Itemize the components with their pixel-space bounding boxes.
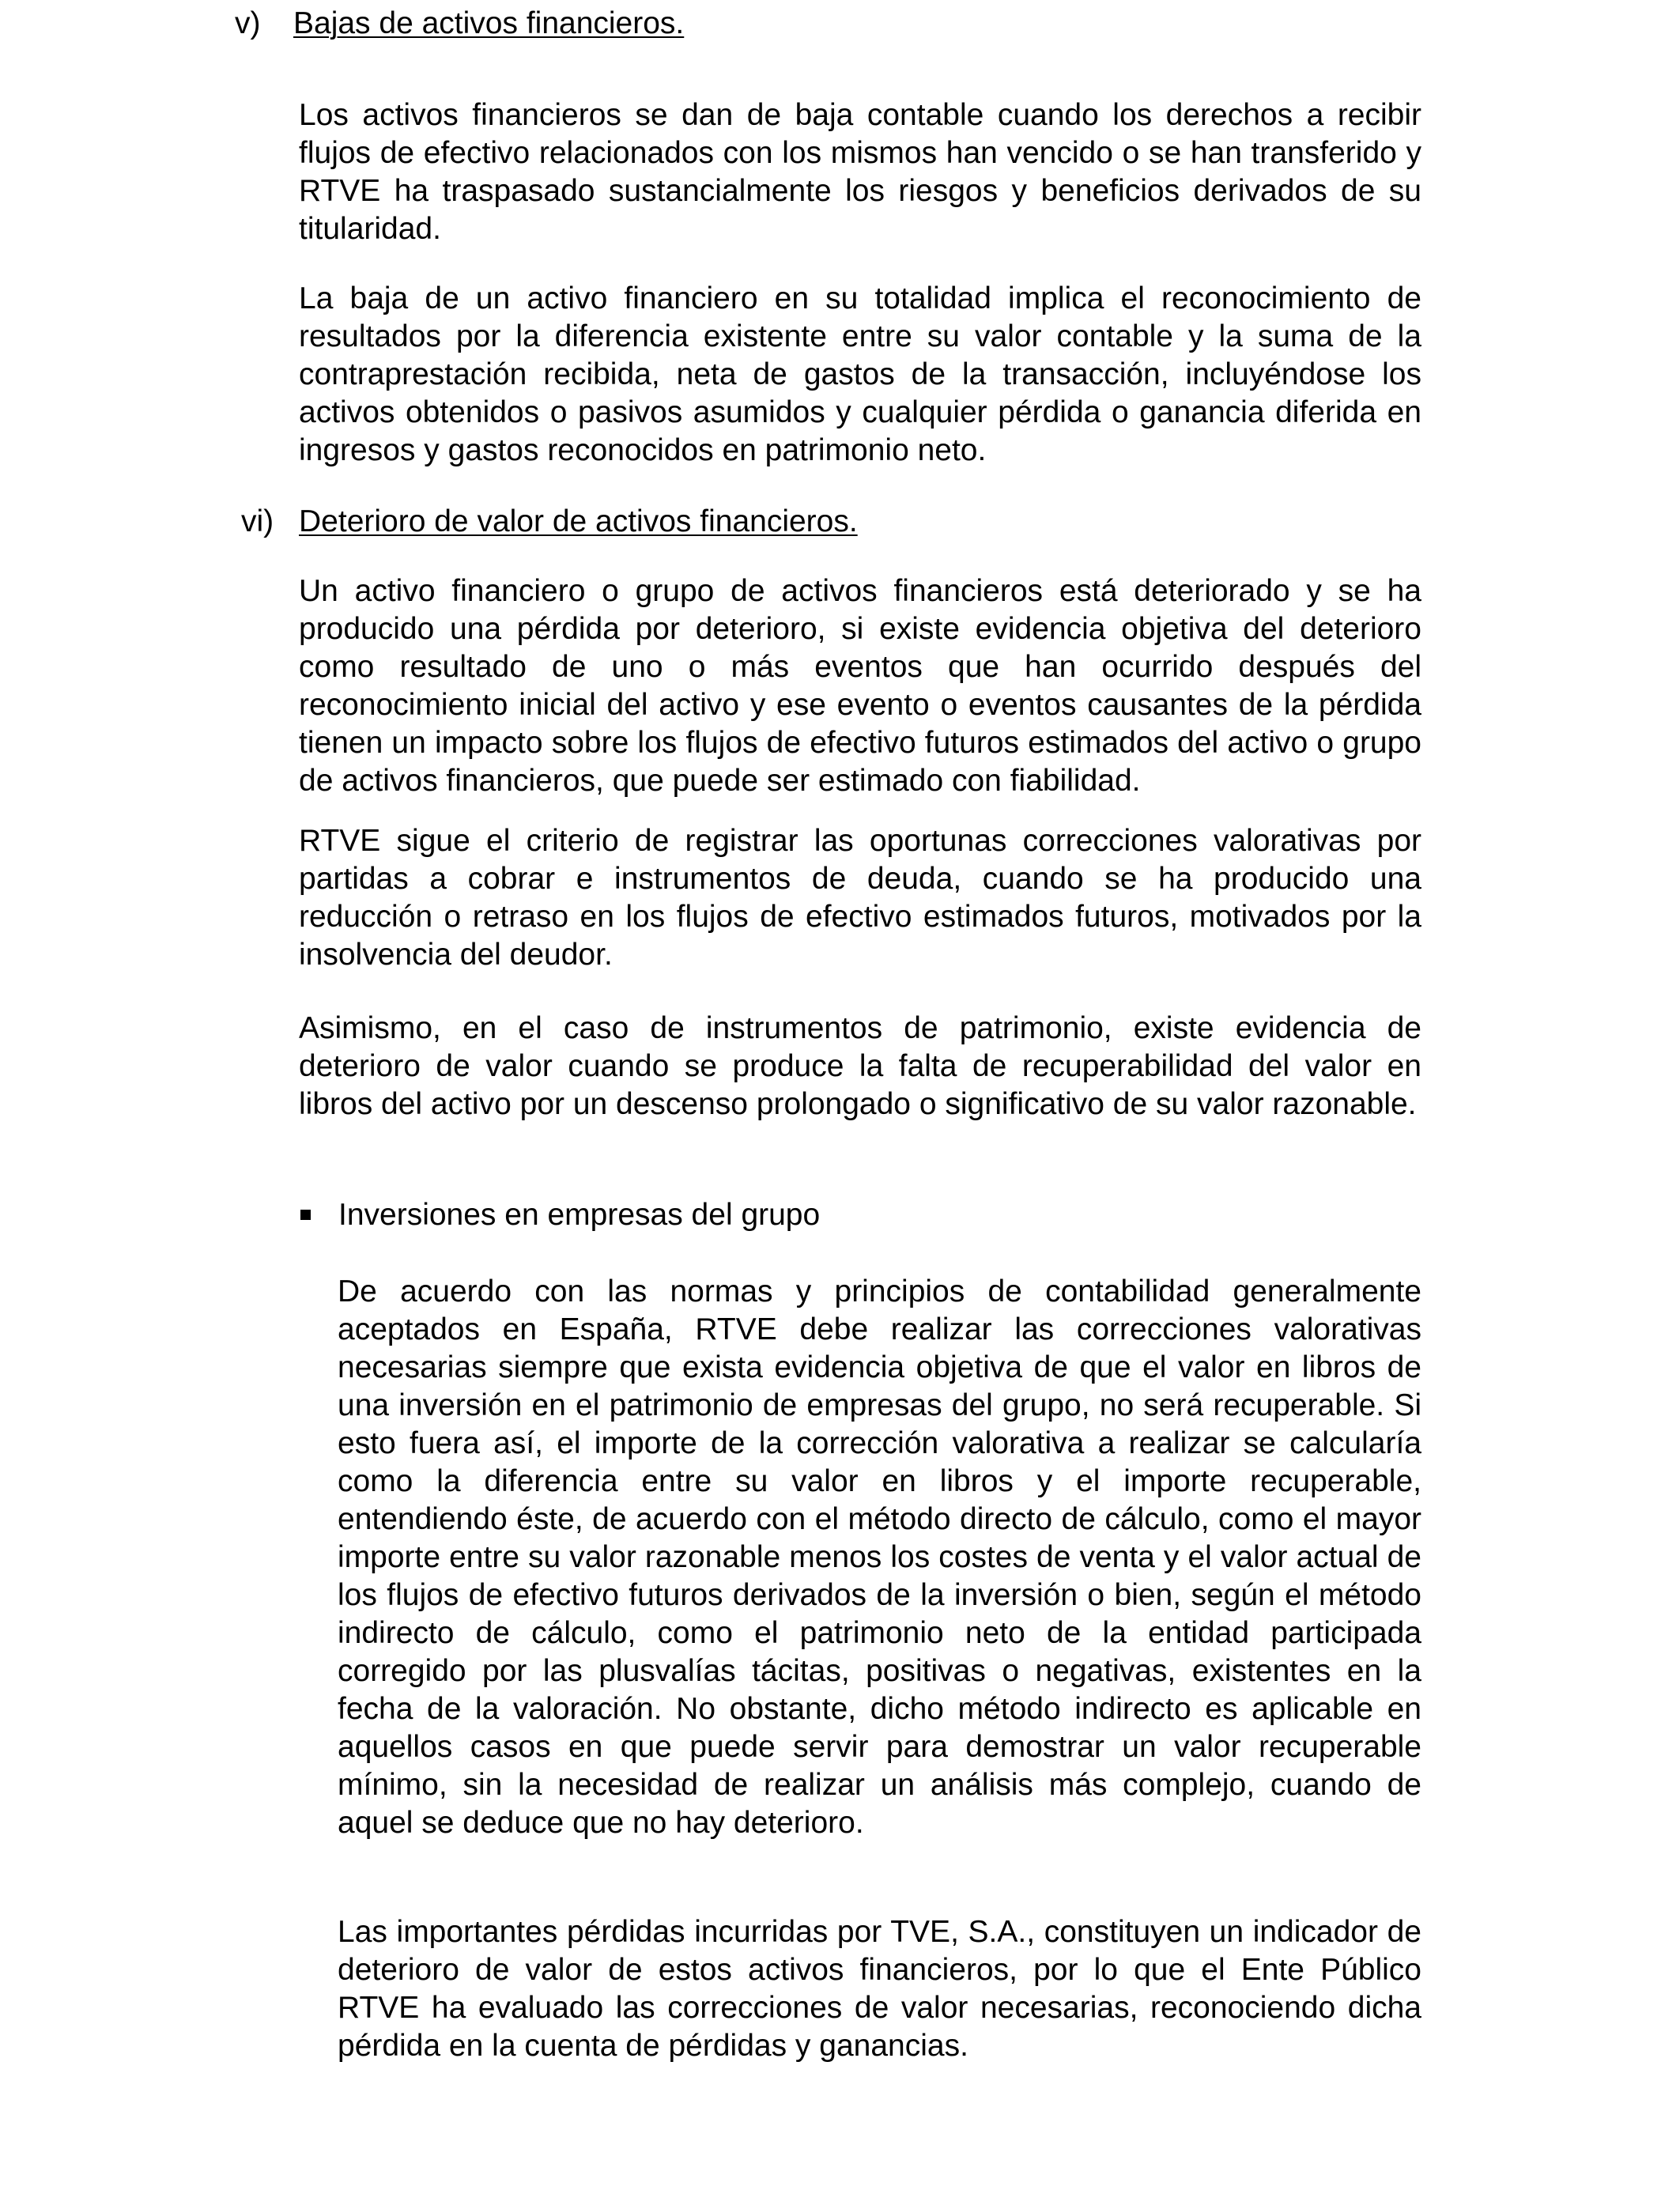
section-v-paragraph-2: La baja de un activo financiero en su totalidad implica el reconocimiento de resultados por la diferencia existente entre su valor contable y la suma de la contraprestación recibida, neta de gastos de la transacción, incluyéndose los activos obtenidos o pasivos asumidos y cualquier pérdida o ganancia diferida en ingresos y gastos reconocidos en patrimonio neto. <box>299 281 1421 467</box>
bullet-paragraph-1: De acuerdo con las normas y principios de contabilidad generalmente aceptados en España, RTVE debe realizar las correcciones valorativas necesarias siempre que exista evidencia objetiva de que el valor en libros de una inversión en el patrimonio de empresas del grupo, no será recuperable. Si esto fuera así, el importe de la corrección valorativa a realizar se calcularía como la diferencia entre su valor en libros y el importe recuperable, entendiendo éste, de acuerdo con el método directo de cálculo, como el mayor importe entre su valor razonable menos los costes de venta y el valor actual de los flujos de efectivo futuros derivados de la inversión o bien, según el método indirecto de cálculo, como el patrimonio neto de la entidad participada corregido por las plusvalías tácitas, positivas o negativas, existentes en la fecha de la valoración. No obstante, dicho método indirecto es aplicable en aquellos casos en que puede servir para demostrar un valor recuperable mínimo, sin la necesidad de realizar un análisis más complejo, cuando de aquel se deduce que no hay deterioro. <box>338 1274 1421 1840</box>
bullet-square-icon <box>300 1210 311 1220</box>
section-vi-paragraph-1: Un activo financiero o grupo de activos financieros está deteriorado y se ha producido una pérdida por deterioro, si existe evidencia objetiva del deterioro como resultado de uno o más eventos que han ocurrido después del reconocimiento inicial del activo y ese evento o eventos causantes de la pérdida tienen un impacto sobre los flujos de efectivo futuros estimados del activo o grupo de activos financieros, que puede ser estimado con fiabilidad. <box>299 574 1421 798</box>
section-vi-paragraph-2: RTVE sigue el criterio de registrar las oportunas correcciones valorativas por partidas a cobrar e instrumentos de deuda, cuando se ha producido una reducción o retraso en los flujos de efectivo estimados futuros, motivados por la insolvencia del deudor. <box>299 824 1421 972</box>
section-v-number: v) <box>235 6 261 40</box>
bullet-paragraph-2: Las importantes pérdidas incurridas por TVE, S.A., constituyen un indicador de deterioro de valor de estos activos financieros, por lo que el Ente Público RTVE ha evaluado las correcciones de valor necesarias, reconociendo dicha pérdida en la cuenta de pérdidas y ganancias. <box>338 1915 1421 2063</box>
section-v-heading <box>235 5 1421 43</box>
bullet-label: Inversiones en empresas del grupo <box>338 1198 821 1232</box>
section-vi-paragraph-3: Asimismo, en el caso de instrumentos de patrimonio, existe evidencia de deterioro de valor cuando se produce la falta de recuperabilidad del valor en libros del activo por un descenso prolongado o significativo de su valor razonable. <box>299 1011 1421 1121</box>
section-v-paragraph-1: Los activos financieros se dan de baja contable cuando los derechos a recibir flujos de efectivo relacionados con los mismos han vencido o se han transferido y RTVE ha traspasado sustancialmente los riesgos y beneficios derivados de su titularidad. <box>299 98 1421 246</box>
bullet-item <box>300 1196 1407 1234</box>
section-vi-number: vi) <box>241 504 274 538</box>
section-vi-heading <box>241 503 1427 541</box>
section-vi-title: Deterioro de valor de activos financieros. <box>299 504 858 538</box>
section-v-title: Bajas de activos financieros. <box>293 6 685 40</box>
